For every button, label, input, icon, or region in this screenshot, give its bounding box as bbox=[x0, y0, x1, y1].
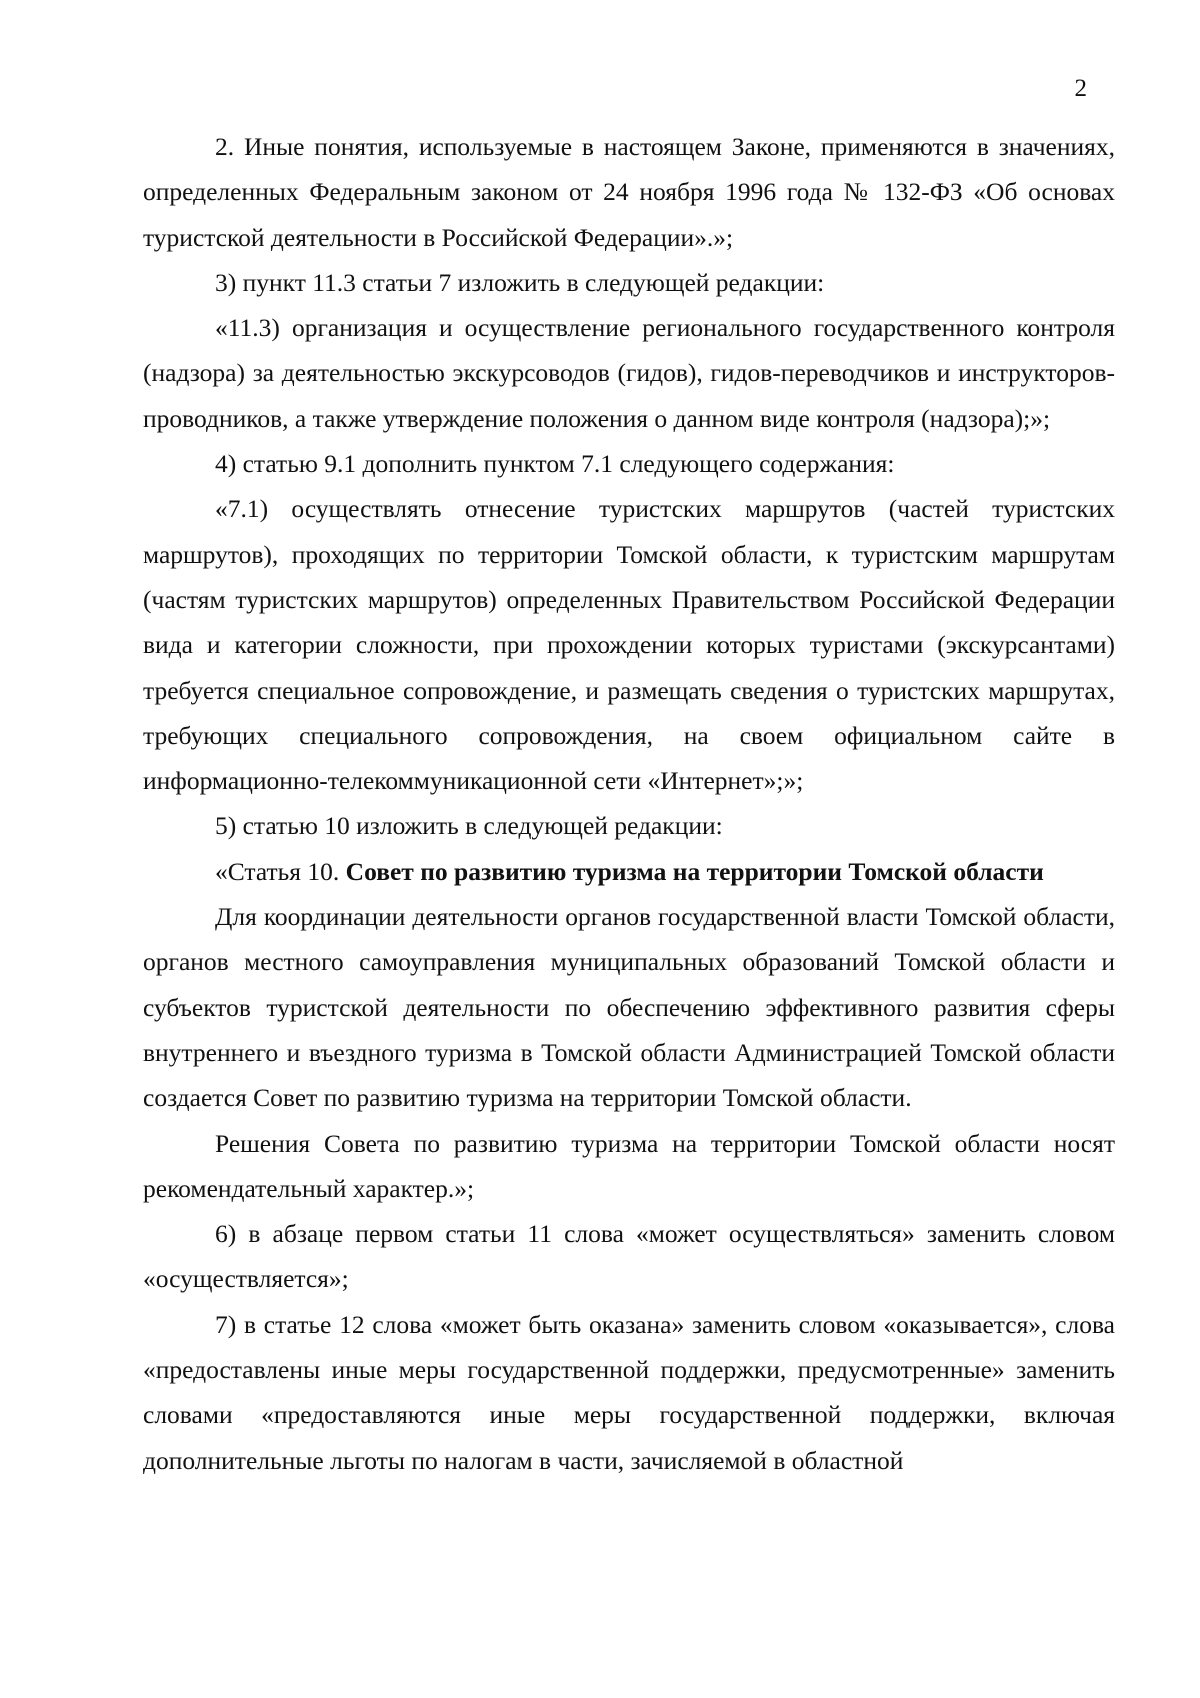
paragraph-item-7-1: «7.1) осуществлять отнесение туристских маршрутов (частей туристских маршрутов), проходящих по территории Томской области, к туристским маршрутам (частям туристских маршрутов) определенных Правительством Российской Федерации вида и категории сложности, при прохождении которых туристами (экскурсантами) требуется специальное сопровождение, и размещать сведения о туристских маршрутах, требующих специального сопровождения, на своем официальном сайте в информационно-телекоммуникационной сети «Интернет»;»; bbox=[143, 494, 1115, 796]
article-heading bbox=[143, 849, 1115, 894]
paragraph-council-decisions: Решения Совета по развитию туризма на территории Томской области носят рекомендательный характер.»; bbox=[143, 1128, 1115, 1203]
paragraph-item-6: 6) в абзаце первом статьи 11 слова «может осуществляться» заменить словом «осуществляется»; bbox=[143, 1219, 1115, 1294]
paragraph-definitions: 2. Иные понятия, используемые в настоящем Законе, применяются в значениях, определенных Федеральным законом от 24 ноября 1996 года № 132-ФЗ «Об основах туристской деятельности в Российской Федерации».»; bbox=[143, 132, 1115, 252]
paragraph-item-11-3: «11.3) организация и осуществление регионального государственного контроля (надзора) за деятельностью экскурсоводов (гидов), гидов-переводчиков и инструкторов-проводников, а также утверждение положения о данном виде контроля (надзора);»; bbox=[143, 313, 1115, 433]
article-heading-title: Совет по развитию туризма на территории Томской области bbox=[345, 856, 1044, 886]
paragraph-item-5: 5) статью 10 изложить в следующей редакции: bbox=[215, 811, 723, 841]
article-heading-prefix: «Статья 10. bbox=[215, 856, 346, 886]
paragraph-item-7: 7) в статье 12 слова «может быть оказана» заменить словом «оказывается», слова «предоставлены иные меры государственной поддержки, предусмотренные» заменить словами «предоставляются иные меры государственной поддержки, включая дополнительные льготы по налогам в части, зачисляемой в областной bbox=[143, 1309, 1115, 1475]
paragraph-item-4: 4) статью 9.1 дополнить пунктом 7.1 следующего содержания: bbox=[215, 449, 895, 479]
paragraph-council-purpose: Для координации деятельности органов государственной власти Томской области, органов местного самоуправления муниципальных образований Томской области и субъектов туристской деятельности по обеспечению эффективного развития сферы внутреннего и въездного туризма в Томской области Администрацией Томской области создается Совет по развитию туризма на территории Томской области. bbox=[143, 902, 1115, 1113]
paragraph-item-3: 3) пункт 11.3 статьи 7 изложить в следующей редакции: bbox=[215, 267, 825, 297]
page-number: 2 bbox=[1074, 75, 1087, 102]
document-body bbox=[143, 124, 1115, 1483]
